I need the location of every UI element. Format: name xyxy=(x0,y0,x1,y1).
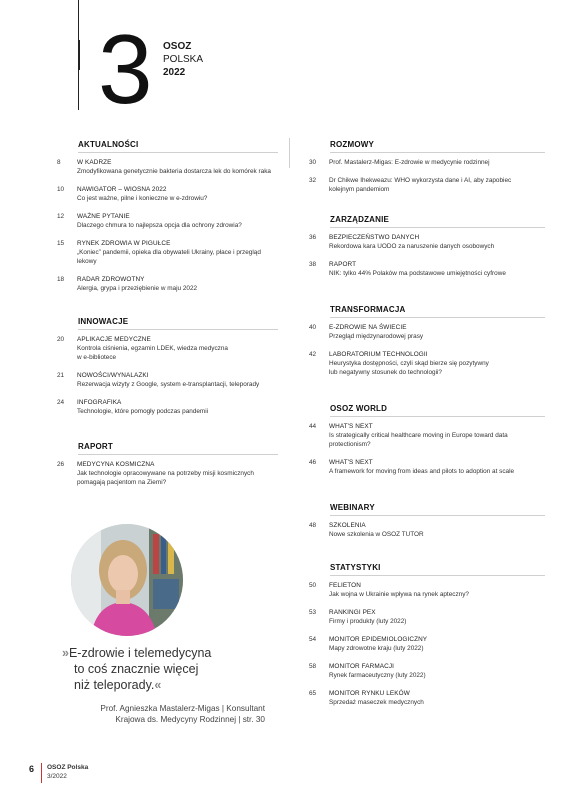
toc-entry-body xyxy=(77,185,277,203)
section-rule xyxy=(330,152,545,153)
toc-entry-body xyxy=(329,608,544,626)
toc-entry-title: NOWOŚCI/WYNALAZKI xyxy=(77,372,149,379)
pull-quote xyxy=(62,645,211,693)
section-rule xyxy=(78,454,278,455)
quote-line-3: niż teleporady. xyxy=(74,678,155,692)
section-rule xyxy=(330,227,545,228)
toc-page-number: 26 xyxy=(57,461,65,468)
toc-entry-body xyxy=(77,275,277,293)
toc-entry-body xyxy=(329,176,544,194)
toc-entry-body xyxy=(329,689,544,707)
footer-issue: 3/2022 xyxy=(47,773,67,780)
section-title: OSOZ WORLD xyxy=(330,404,388,413)
toc-page-number: 53 xyxy=(309,609,317,616)
toc-entry-description: Jak wojna w Ukrainie wpływa na rynek apteczny? xyxy=(329,591,469,598)
toc-page-number: 32 xyxy=(309,177,317,184)
footer-info xyxy=(47,763,88,781)
section-title: WEBINARY xyxy=(330,503,375,512)
footer-divider xyxy=(41,763,42,783)
toc-page-number: 21 xyxy=(57,372,65,379)
section-rule xyxy=(330,416,545,417)
toc-entry-description: lub negatywny stosunek do technologii? xyxy=(329,369,442,376)
toc-entry-body xyxy=(329,662,544,680)
toc-entry-title: BEZPIECZEŃSTWO DANYCH xyxy=(329,234,420,241)
section-title: ROZMOWY xyxy=(330,140,375,149)
toc-entry-body xyxy=(77,460,277,487)
toc-entry-body xyxy=(329,581,544,599)
toc-entry-body xyxy=(77,398,277,416)
attribution-line-2: Krajowa ds. Medycyny Rodzinnej | str. 30 xyxy=(115,715,265,724)
section-rule xyxy=(330,575,545,576)
section-rule xyxy=(78,152,278,153)
section-rule xyxy=(78,329,278,330)
toc-page-number: 18 xyxy=(57,276,65,283)
toc-entry-description: Alergia, grypa i przeziębienie w maju 2022 xyxy=(77,285,198,292)
quote-line-2: to coś znacznie więcej xyxy=(74,662,199,676)
section-rule xyxy=(330,515,545,516)
toc-page-number: 12 xyxy=(57,213,65,220)
footer-page-number: 6 xyxy=(29,764,35,774)
toc-entry-description: Przegląd międzynarodowej prasy xyxy=(329,333,424,340)
column-divider xyxy=(289,138,290,168)
toc-entry-body xyxy=(329,260,544,278)
toc-entry-body xyxy=(77,158,277,176)
toc-page-number: 58 xyxy=(309,663,317,670)
toc-entry-description: Rezerwacja wizyty z Google, system e-transplantacji, teleporady xyxy=(77,381,260,388)
toc-page-number: 20 xyxy=(57,336,65,343)
toc-entry-title: WAŻNE PYTANIE xyxy=(77,213,130,220)
toc-entry-body xyxy=(329,422,544,449)
magazine-country: POLSKA xyxy=(163,54,204,65)
section-title: AKTUALNOŚCI xyxy=(78,140,139,149)
toc-entry-body xyxy=(329,233,544,251)
toc-page-number: 54 xyxy=(309,636,317,643)
toc-entry-body xyxy=(77,335,277,362)
portrait-image xyxy=(71,524,183,636)
toc-entry-title: WHAT'S NEXT xyxy=(329,423,373,430)
toc-entry-body xyxy=(77,212,277,230)
toc-entry-body xyxy=(77,239,277,266)
toc-entry-title: MEDYCYNA KOSMICZNA xyxy=(77,461,155,468)
issue-number: 3 xyxy=(98,14,151,124)
toc-entry-description: Rynek farmaceutyczny (luty 2022) xyxy=(329,672,426,679)
toc-entry-body xyxy=(329,521,544,539)
toc-entry-title: SZKOLENIA xyxy=(329,522,366,529)
quote-attribution xyxy=(70,703,265,725)
toc-entry-description: Technologie, które pomogły podczas pandemii xyxy=(77,408,209,415)
toc-page-number: 10 xyxy=(57,186,65,193)
toc-entry-title: RYNEK ZDROWIA W PIGUŁCE xyxy=(77,240,171,247)
magazine-year: 2022 xyxy=(163,67,186,78)
toc-page-number: 42 xyxy=(309,351,317,358)
toc-entry-body xyxy=(329,158,544,167)
toc-entry-body xyxy=(329,350,544,377)
toc-entry-description: Jak technologie opracowywane na potrzeby misji kosmicznych xyxy=(77,470,254,477)
toc-entry-title: E-ZDROWIE NA ŚWIECIE xyxy=(329,324,407,331)
toc-entry-description: Nowe szkolenia w OSOZ TUTOR xyxy=(329,531,424,538)
toc-page-number: 46 xyxy=(309,459,317,466)
toc-entry-description: Dr Chikwe Ihekweazu: WHO wykorzysta dane i AI, aby zapobiec xyxy=(329,177,512,184)
toc-entry-description: Sprzedaż maseczek medycznych xyxy=(329,699,424,706)
quote-close-mark: « xyxy=(154,678,162,692)
toc-page-number: 24 xyxy=(57,399,65,406)
toc-entry-description: Dlaczego chmura to najlepsza opcja dla ochrony zdrowia? xyxy=(77,222,242,229)
toc-page-number: 48 xyxy=(309,522,317,529)
toc-entry-title: FELIETON xyxy=(329,582,361,589)
toc-entry-body xyxy=(329,458,544,476)
toc-page-number: 40 xyxy=(309,324,317,331)
toc-entry-title: MONITOR FARMACJI xyxy=(329,663,395,670)
toc-entry-title: INFOGRAFIKA xyxy=(77,399,122,406)
toc-entry-description: Mapy zdrowotne kraju (luty 2022) xyxy=(329,645,424,652)
toc-page-number: 38 xyxy=(309,261,317,268)
toc-page-number: 15 xyxy=(57,240,65,247)
toc-page-number: 8 xyxy=(57,159,61,166)
section-title: RAPORT xyxy=(78,442,113,451)
toc-entry-body xyxy=(329,323,544,341)
magazine-masthead xyxy=(163,40,203,79)
toc-entry-description: Heurystyka dostępności, czyli skąd bierze się pozytywny xyxy=(329,360,489,367)
toc-entry-description: Rekordowa kara UODO za naruszenie danych osobowych xyxy=(329,243,495,250)
attribution-line-1: Prof. Agnieszka Mastalerz-Migas | Konsultant xyxy=(100,704,265,713)
toc-entry-title: RANKINGI PEX xyxy=(329,609,376,616)
toc-page-number: 30 xyxy=(309,159,317,166)
toc-entry-description: Zmodyfikowana genetycznie bakteria dostarcza lek do komórek raka xyxy=(77,168,271,175)
footer-magazine: OSOZ Polska xyxy=(47,764,89,771)
portrait-photo xyxy=(71,524,183,636)
toc-page-number: 50 xyxy=(309,582,317,589)
toc-entry-title: RADAR ZDROWOTNY xyxy=(77,276,145,283)
toc-entry-description: Co jest ważne, pilne i konieczne w e-zdrowiu? xyxy=(77,195,208,202)
section-rule xyxy=(330,317,545,318)
toc-page-number: 36 xyxy=(309,234,317,241)
toc-entry-description: w e-bibliotece xyxy=(77,354,117,361)
toc-entry-description: Kontrola ciśnienia, egzamin LDEK, wiedza medyczna xyxy=(77,345,228,352)
toc-entry-description: Prof. Mastalerz-Migas: E-zdrowie w medycynie rodzinnej xyxy=(329,159,490,166)
magazine-name: OSOZ xyxy=(163,41,192,52)
toc-entry-description: NIK: tylko 44% Polaków ma podstawowe umiejętności cyfrowe xyxy=(329,270,506,277)
toc-entry-description: pomagają pacjentom na Ziemi? xyxy=(77,479,167,486)
section-title: INNOWACJE xyxy=(78,317,129,326)
toc-entry-title: MONITOR RYNKU LEKÓW xyxy=(329,690,410,697)
toc-page-number: 44 xyxy=(309,423,317,430)
toc-entry-body xyxy=(77,371,277,389)
toc-entry-description: Is strategically critical healthcare moving in Europe toward data xyxy=(329,432,508,439)
quote-line-1: E-zdrowie i telemedycyna xyxy=(68,646,212,660)
toc-page-number: 65 xyxy=(309,690,317,697)
toc-entry-title: APLIKACJE MEDYCZNE xyxy=(77,336,151,343)
toc-entry-title: LABORATORIUM TECHNOLOGII xyxy=(329,351,428,358)
toc-entry-description: „Koniec” pandemii, opieka dla obywateli Ukrainy, płace i przegląd xyxy=(77,249,261,256)
toc-entry-title: NAWIGATOR – WIOSNA 2022 xyxy=(77,186,167,193)
toc-entry-title: W KADRZE xyxy=(77,159,112,166)
section-title: STATYSTYKI xyxy=(330,563,381,572)
toc-entry-description: kolejnym pandemiom xyxy=(329,186,390,193)
header-rule-short xyxy=(78,40,80,70)
toc-entry-title: MONITOR EPIDEMIOLOGICZNY xyxy=(329,636,428,643)
toc-entry-body xyxy=(329,635,544,653)
toc-entry-description: protectionism? xyxy=(329,441,371,448)
toc-entry-description: lekowy xyxy=(77,258,97,265)
toc-entry-title: RAPORT xyxy=(329,261,357,268)
toc-entry-description: Firmy i produkty (luty 2022) xyxy=(329,618,407,625)
toc-entry-title: WHAT'S NEXT xyxy=(329,459,373,466)
toc-entry-description: A framework for moving from ideas and pilots to adoption at scale xyxy=(329,468,515,475)
section-title: TRANSFORMACJA xyxy=(330,305,406,314)
section-title: ZARZĄDZANIE xyxy=(330,215,390,224)
quote-open-mark: » xyxy=(62,646,69,660)
